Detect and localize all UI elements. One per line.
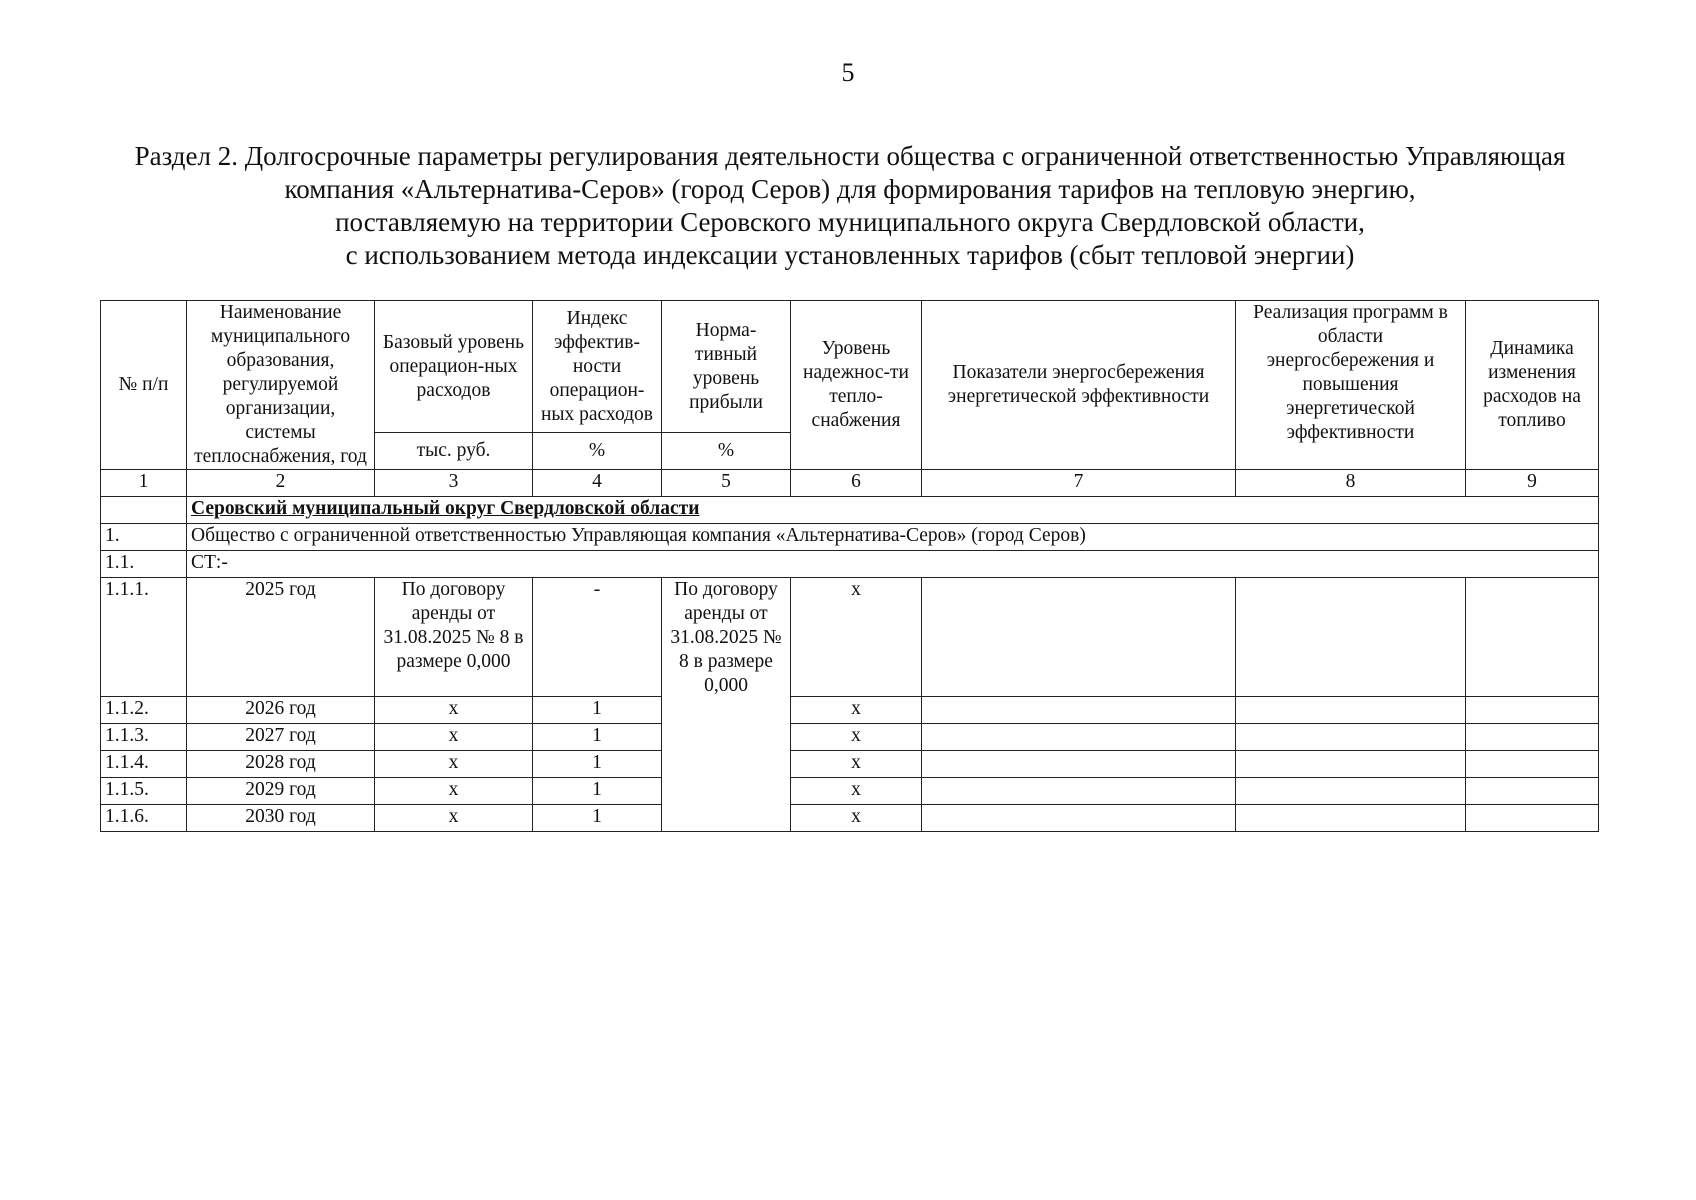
column-number: 3 (375, 470, 533, 497)
row-number: 1.1.5. (101, 778, 187, 805)
column-number: 2 (187, 470, 375, 497)
org-row-name: Общество с ограниченной ответственностью Управляющая компания «Альтернатива-Серов» (город Серов) (187, 524, 1599, 551)
row-number: 1.1.2. (101, 697, 187, 724)
row-number: 1.1.1. (101, 578, 187, 697)
header-efficiency-index: Индекс эффектив-ности операцион-ных расходов (533, 301, 662, 433)
row-programs (1236, 778, 1466, 805)
row-base-cost: х (375, 751, 533, 778)
row-base-cost: По договору аренды от 31.08.2025 № 8 в размере 0,000 (375, 578, 533, 697)
header-base-cost: Базовый уровень операцион-ных расходов (375, 301, 533, 433)
header-programs: Реализация программ в области энергосбережения и повышения энергетической эффективности (1236, 301, 1466, 470)
row-programs (1236, 805, 1466, 832)
row-fuel-dynamics (1466, 751, 1599, 778)
row-index: 1 (533, 751, 662, 778)
row-index: 1 (533, 778, 662, 805)
header-reliability: Уровень надежнос-ти тепло-снабжения (791, 301, 922, 470)
row-base-cost: х (375, 778, 533, 805)
row-energy-saving (922, 724, 1236, 751)
row-year: 2025 год (187, 578, 375, 697)
column-number: 1 (101, 470, 187, 497)
row-index: 1 (533, 697, 662, 724)
row-energy-saving (922, 578, 1236, 697)
header-number: № п/п (101, 301, 187, 470)
row-index: 1 (533, 724, 662, 751)
org-row-number: 1. (101, 524, 187, 551)
row-reliability: х (791, 805, 922, 832)
table-row (101, 697, 1599, 724)
system-row-number: 1.1. (101, 551, 187, 578)
unit-profit: % (662, 433, 791, 470)
profit-merged-cell: По договору аренды от 31.08.2025 № 8 в размере 0,000 (662, 578, 791, 832)
title-line-1: Раздел 2. Долгосрочные параметры регулирования деятельности общества с ограниченной ответственностью Управляющая (134, 141, 1566, 171)
column-number: 4 (533, 470, 662, 497)
page-number: 5 (841, 58, 855, 87)
regulation-parameters-table (100, 300, 1599, 832)
row-year: 2030 год (187, 805, 375, 832)
row-year: 2026 год (187, 697, 375, 724)
header-energy-saving: Показатели энергосбережения энергетической эффективности (922, 301, 1236, 470)
row-index: 1 (533, 805, 662, 832)
row-programs (1236, 724, 1466, 751)
row-programs (1236, 697, 1466, 724)
row-fuel-dynamics (1466, 778, 1599, 805)
title-line-2: компания «Альтернатива-Серов» (город Серов) для формирования тарифов на тепловую энергию, (284, 174, 1416, 204)
title-line-3: поставляемую на территории Серовского муниципального округа Свердловской области, (335, 207, 1365, 237)
row-year: 2027 год (187, 724, 375, 751)
system-row-name: СТ:- (187, 551, 1599, 578)
row-reliability: х (791, 578, 922, 697)
column-number: 8 (1236, 470, 1466, 497)
row-reliability: х (791, 697, 922, 724)
section-title (90, 140, 1610, 272)
section-row-number (101, 497, 187, 524)
municipality-name: Серовский муниципальный округ Свердловской области (191, 498, 700, 519)
column-numbers-row (101, 470, 1599, 497)
section-row (101, 497, 1599, 524)
row-fuel-dynamics (1466, 724, 1599, 751)
row-fuel-dynamics (1466, 805, 1599, 832)
row-energy-saving (922, 751, 1236, 778)
table-row (101, 778, 1599, 805)
row-reliability: х (791, 724, 922, 751)
row-base-cost: х (375, 697, 533, 724)
row-index: - (533, 578, 662, 697)
table-row (101, 751, 1599, 778)
table-row (101, 724, 1599, 751)
row-base-cost: х (375, 805, 533, 832)
title-line-4: с использованием метода индексации установленных тарифов (сбыт тепловой энергии) (345, 240, 1355, 270)
row-programs (1236, 751, 1466, 778)
row-reliability: х (791, 778, 922, 805)
table-row (101, 578, 1599, 697)
row-year: 2028 год (187, 751, 375, 778)
section-row-title (187, 497, 1599, 524)
header-fuel-dynamics: Динамика изменения расходов на топливо (1466, 301, 1599, 470)
column-number: 7 (922, 470, 1236, 497)
row-fuel-dynamics (1466, 697, 1599, 724)
header-profit: Норма-тивный уровень прибыли (662, 301, 791, 433)
row-number: 1.1.4. (101, 751, 187, 778)
header-name: Наименование муниципального образования, регулируемой организации, системы теплоснабжения, год (187, 301, 375, 470)
row-energy-saving (922, 697, 1236, 724)
org-row (101, 524, 1599, 551)
system-row (101, 551, 1599, 578)
row-number: 1.1.6. (101, 805, 187, 832)
row-number: 1.1.3. (101, 724, 187, 751)
column-number: 6 (791, 470, 922, 497)
header-row (101, 301, 1599, 433)
row-energy-saving (922, 778, 1236, 805)
row-reliability: х (791, 751, 922, 778)
table-row (101, 805, 1599, 832)
row-fuel-dynamics (1466, 578, 1599, 697)
row-programs (1236, 578, 1466, 697)
row-base-cost: х (375, 724, 533, 751)
column-number: 5 (662, 470, 791, 497)
row-energy-saving (922, 805, 1236, 832)
column-number: 9 (1466, 470, 1599, 497)
unit-efficiency-index: % (533, 433, 662, 470)
unit-base-cost: тыс. руб. (375, 433, 533, 470)
row-year: 2029 год (187, 778, 375, 805)
